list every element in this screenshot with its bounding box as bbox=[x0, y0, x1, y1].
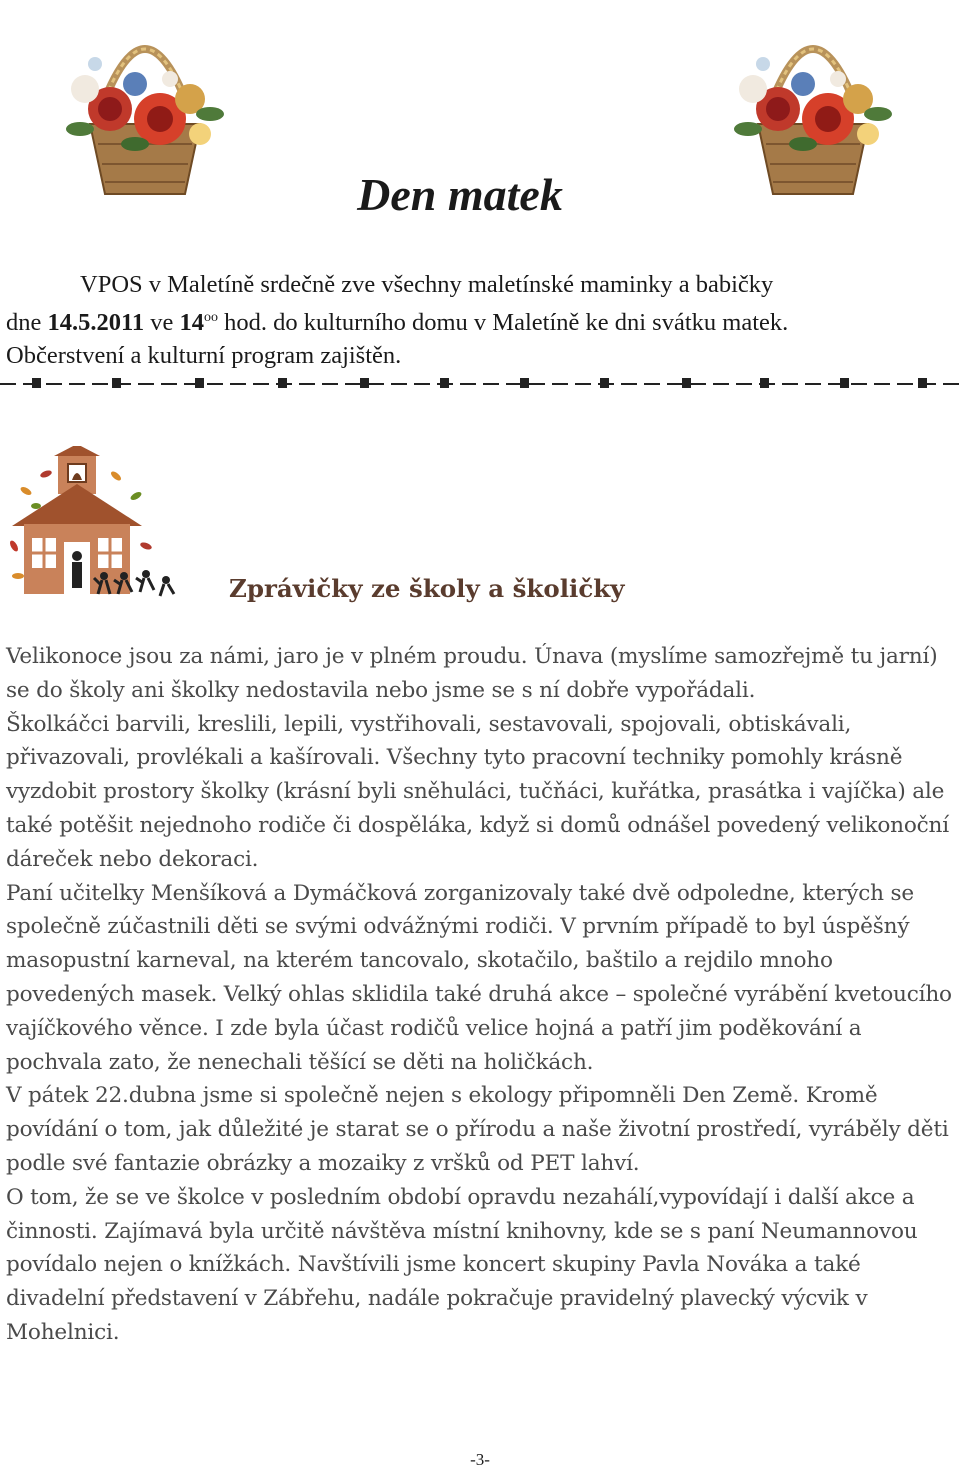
article-paragraph: V pátek 22.dubna jsme si společně nejen s ekology připomněli Den Země. Kromě povídání o tom, jak důležité je starat se o přírodu a naše životní prostředí, vyráběly děti podle své fantazie obrázky a mozaiky z vršků od PET lahví. bbox=[6, 1083, 949, 1176]
invitation-text: VPOS v Maletíně srdečně zve všechny maletínské maminky a babičky dne 14.5.2011 ve $14^{oo}$ hod. do kulturního domu v Maletíně ke dni svátku matek. Občerstvení a kulturní program zajištěn. bbox=[6, 271, 789, 370]
section-heading: Zprávičky ze školy a školičky bbox=[229, 574, 625, 603]
article-paragraph: Velikonoce jsou za námi, jaro je v plném proudu. Únava (myslíme samozřejmě tu jarní) se do školy ani školky nedostavila nebo jsme se s ní dobře vypořádali. bbox=[6, 644, 938, 703]
article-paragraph: Školkáčci barvili, kreslili, lepili, vystřihovali, sestavovali, spojovali, obtiskávali, přivazovali, provlékali a kašírovali. Všechny tyto pracovní techniky pomohly krásně vyzdobit prostory školky (krásní byli sněhuláci, tučňáci, kuřátka, prasátka i vajíčka) ale také potěšit nejednoho rodiče či dospěláka, když si domů odnášel povedený velikonoční dáreček nebo dekoraci. bbox=[6, 711, 949, 872]
decorative-divider bbox=[0, 372, 960, 396]
page-number: -3- bbox=[470, 1450, 490, 1469]
invitation-date: 14.5.2011 bbox=[47, 309, 145, 337]
invitation-line-1: VPOS v Maletíně srdečně zve všechny maletínské maminky a babičky bbox=[80, 271, 774, 298]
school-house-icon bbox=[8, 446, 174, 596]
invitation-hour-superscript: oo bbox=[204, 310, 219, 325]
invitation-line-3: Občerstvení a kulturní program zajištěn. bbox=[6, 342, 402, 370]
article-body bbox=[6, 640, 960, 1350]
school-house-image bbox=[6, 446, 178, 606]
invitation-hour: 14 bbox=[179, 309, 205, 337]
page-title: Den matek bbox=[357, 169, 563, 220]
article-paragraph: Paní učitelky Menšíková a Dymáčková zorganizovaly také dvě odpoledne, kterých se společně zúčastnili děti se svými odvážnými rodiči. V prvním případě to byl úspěšný masopustní karneval, na kterém tancovalo, skotačilo, baštilo a rejdilo mnoho povedených masek. Velký ohlas sklidila také druhá akce – společné vyrábění kvetoucího vajíčkového věnce. I zde byla účast rodičů velice hojná a patří jim poděkování a pochvala zato, že nenechali těšící se děti na holičkách. bbox=[6, 880, 952, 1075]
article-paragraph: O tom, že se ve školce v posledním období opravdu nezahálí,vypovídají i další akce a činnosti. Zajímavá byla určitě návštěva místní knihovny, kde se s paní Neumannovou povídalo nejen o knížkách. Navštívili jsme koncert skupiny Pavla Nováka a také divadelní představení v Zábřehu, nadále pokračuje pravidelný plavecký výcvik v Mohelnici. bbox=[6, 1184, 918, 1345]
